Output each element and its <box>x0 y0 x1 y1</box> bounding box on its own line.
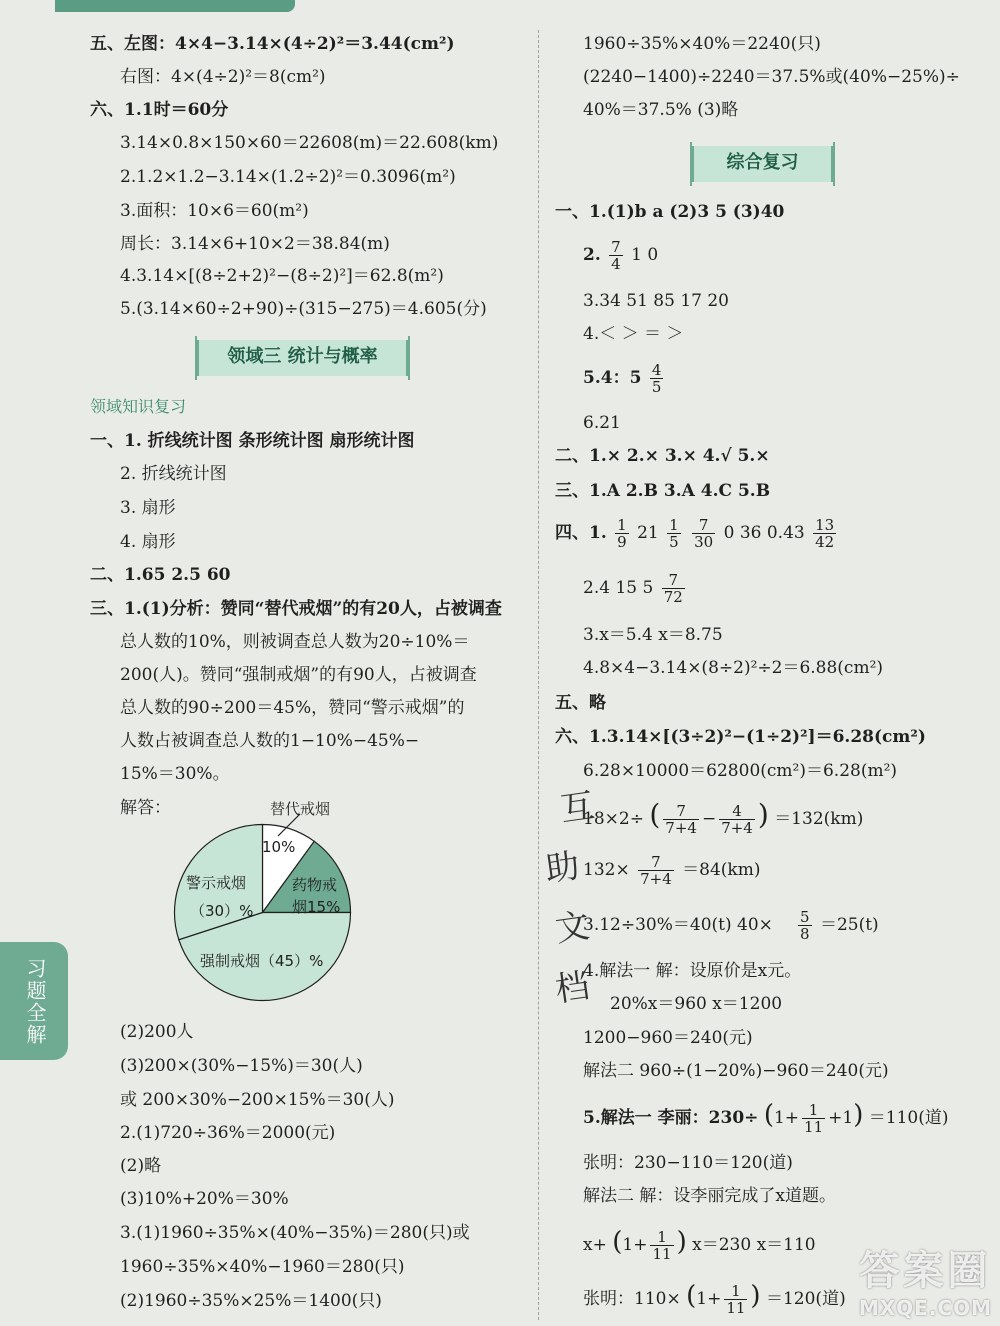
answer-left-line: 或 200×30%−200×15%＝30(人) <box>120 1090 395 1110</box>
answer-r-section6-q2b: 132× $\frac{7}{7+4}$ ＝84(km) <box>583 853 761 888</box>
answer-left-line: 人数占被调查总人数的1−10%−45%− <box>120 731 420 751</box>
pie-label-force: 强制戒烟（45）% <box>200 952 324 970</box>
fraction: $\frac{7}{72}$ <box>663 571 683 606</box>
watermark-title: 答案圈 <box>859 1248 992 1294</box>
answer-r-q2: 2. $\frac{7}{4}$ 1 0 <box>583 238 659 273</box>
answer-left-line: 200(人)。赞同“强制戒烟”的有90人，占被调查 <box>120 665 477 685</box>
watermark <box>859 1239 992 1320</box>
fraction: $\frac{7}{4}$ <box>611 238 621 273</box>
answer-left-line: 4. 扇形 <box>120 532 176 552</box>
section-banner-stats-label: 领域三 统计与概率 <box>227 346 378 367</box>
answer-right-line: 解法二 960÷(1−20%)−960＝240(元) <box>583 1061 889 1081</box>
answer-right-line: 4.8×4−3.14×(8÷2)²÷2＝6.88(cm²) <box>583 658 884 678</box>
answer-right-line: 六、1.3.14×[(3÷2)²−(1÷2)²]＝6.28(cm²) <box>555 727 926 747</box>
pie-label-drug-2: 烟15% <box>292 898 341 916</box>
answer-left-line: (2)略 <box>120 1156 162 1176</box>
fraction: $\frac{4}{7+4}$ <box>721 802 753 837</box>
section-banner-review <box>690 146 835 182</box>
fraction: $\frac{1}{11}$ <box>804 1101 824 1136</box>
header-bar <box>55 0 295 12</box>
answer-left-line: (2)1960÷35%×25%＝1400(只) <box>120 1291 382 1311</box>
fraction: $\frac{1}{5}$ <box>669 516 679 551</box>
answer-left-line: (2)200人 <box>120 1022 194 1042</box>
answer-right-line: 二、1.× 2.× 3.× 4.√ 5.× <box>555 446 770 466</box>
answer-r-q5: 5.4：5 $\frac{4}{5}$ <box>583 361 662 396</box>
answer-left-line: 2. 折线统计图 <box>120 464 227 484</box>
answer-left-line: 3.面积：10×6＝60(m²) <box>120 201 309 221</box>
answer-r-section6-q2a: 18×2÷ ( $\frac{7}{7+4}$ − $\frac{4}{7+4}$ ) ＝132(km) <box>583 798 864 837</box>
handwriting-1: 互 <box>557 785 598 831</box>
answer-left-line: 五、左图：4×4−3.14×(4÷2)²＝3.44(cm²) <box>90 34 455 54</box>
watermark-url: MXQE.COM <box>858 1296 992 1320</box>
answer-right-line: 6.21 <box>583 413 621 433</box>
answer-right-line: 解法二 解：设李丽完成了x道题。 <box>583 1186 836 1206</box>
answer-right-line: 五、略 <box>555 693 606 713</box>
pie-label-warn-1: 警示戒烟 <box>186 874 247 892</box>
answer-left-line: (3)10%+20%＝30% <box>120 1189 289 1209</box>
handwriting-2: 助 <box>542 845 583 891</box>
answer-right-line: 张明：230−110＝120(道) <box>583 1153 793 1173</box>
fraction: $\frac{7}{30}$ <box>694 516 714 551</box>
answer-left-line: 周长：3.14×6+10×2＝38.84(m) <box>120 234 390 254</box>
answer-right-line: 1200−960＝240(元) <box>583 1028 753 1048</box>
fraction: $\frac{1}{9}$ <box>617 516 627 551</box>
answer-right-line: 1960÷35%×40%＝2240(只) <box>583 34 821 54</box>
answer-left-line: 右图：4×(4÷2)²＝8(cm²) <box>120 67 326 87</box>
answer-left-line: 3. 扇形 <box>120 498 176 518</box>
answer-r-section6-q5a: 5.解法一 李丽：230÷ (1+ $\frac{1}{11}$ +1) ＝110(道) <box>583 1100 949 1136</box>
answer-left-line: 3.(1)1960÷35%×(40%−35%)＝280(只)或 <box>120 1223 470 1243</box>
answer-left-line: 二、1.65 2.5 60 <box>90 565 231 585</box>
answer-right-line: 3.34 51 85 17 20 <box>583 291 729 311</box>
pie-label-warn-2: （30）% <box>190 902 254 920</box>
answer-r-section6-q3-frac: $\frac{5}{8}$ ＝25(t) <box>800 908 879 943</box>
answer-right-line: 3.x＝5.4 x＝8.75 <box>583 625 723 645</box>
answer-r-section6-q5b: x+ (1+ $\frac{1}{11}$ ) x＝230 x＝110 <box>583 1227 816 1263</box>
answer-left-line: 4.3.14×[(8÷2+2)²−(8÷2)²]＝62.8(m²) <box>120 266 444 286</box>
answer-left-line: 1960÷35%×40%−1960＝280(只) <box>120 1257 405 1277</box>
pie-label-substitute: 替代戒烟 <box>270 800 331 818</box>
fraction: $\frac{13}{42}$ <box>815 516 835 551</box>
answer-r-section4-q2: 2.4 15 5 $\frac{7}{72}$ <box>583 571 683 606</box>
answer-left-line: (3)200×(30%−15%)＝30(人) <box>120 1056 363 1076</box>
side-tab-label: 习题全解 <box>23 958 47 1046</box>
handwriting-3: 文 <box>552 905 593 951</box>
answer-right-line: 40%＝37.5% (3)略 <box>583 100 739 120</box>
answer-right-line: 3.12÷30%＝40(t) 40× <box>583 915 773 935</box>
fraction: $\frac{7}{7+4}$ <box>665 802 697 837</box>
answer-right-line: (2240−1400)÷2240＝37.5%或(40%−25%)÷ <box>583 67 960 87</box>
answer-right-line: 20%x＝960 x＝1200 <box>610 994 783 1014</box>
answer-right-line: 6.28×10000＝62800(cm²)＝6.28(m²) <box>583 761 898 781</box>
answer-right-line: 一、1.(1)b a (2)3 5 (3)40 <box>555 202 785 222</box>
answer-left-line: 15%＝30%。 <box>120 764 230 784</box>
column-divider <box>538 30 539 1320</box>
answer-left-line: 解答： <box>120 798 171 818</box>
section-banner-review-label: 综合复习 <box>726 152 799 173</box>
answer-left-line: 5.(3.14×60÷2+90)÷(315−275)＝4.605(分) <box>120 299 487 319</box>
answer-left-line: 总人数的90÷200＝45%，赞同“警示戒烟”的 <box>120 698 465 718</box>
answer-left-line: 2.(1)720÷36%＝2000(元) <box>120 1123 336 1143</box>
side-tab <box>0 942 68 1060</box>
answer-left-line: 一、1. 折线统计图 条形统计图 扇形统计图 <box>90 431 415 451</box>
fraction: $\frac{1}{11}$ <box>726 1282 746 1317</box>
answer-right-line: 4.解法一 解：设原价是x元。 <box>583 961 802 981</box>
answer-left-line: 2.1.2×1.2−3.14×(1.2÷2)²＝0.3096(m²) <box>120 167 456 187</box>
answer-r-section4-q1: 四、1. $\frac{1}{9}$ 21 $\frac{1}{5}$ $\frac{7}{30}$ 0 36 0.43 $\frac{13}{42}$ <box>555 516 835 551</box>
fraction: $\frac{4}{5}$ <box>651 361 662 396</box>
answer-r-section6-q5c: 张明：110× (1+ $\frac{1}{11}$ ) ＝120(道) <box>583 1281 846 1317</box>
answer-right-line: 三、1.A 2.B 3.A 4.C 5.B <box>555 481 771 501</box>
fraction: $\frac{1}{11}$ <box>652 1228 672 1263</box>
subsection-heading: 领域知识复习 <box>90 397 187 416</box>
answer-left-line: 3.14×0.8×150×60＝22608(m)＝22.608(km) <box>120 133 499 153</box>
answer-left-line: 六、1.1时＝60分 <box>90 100 229 120</box>
section-banner-stats <box>195 340 410 376</box>
answer-left-line: 总人数的10%，则被调查总人数为20÷10%＝ <box>120 632 470 652</box>
answer-left-line: 三、1.(1)分析：赞同“替代戒烟”的有20人，占被调查 <box>90 599 502 619</box>
fraction: $\frac{5}{8}$ <box>800 908 810 943</box>
answer-right-line: 4.＜ ＞ ＝ ＞ <box>583 324 684 344</box>
pie-label-drug-1: 药物戒 <box>292 876 338 894</box>
pie-label-substitute-pct: 10% <box>262 838 296 856</box>
fraction: $\frac{7}{7+4}$ <box>640 853 672 888</box>
handwriting-4: 档 <box>552 965 593 1011</box>
